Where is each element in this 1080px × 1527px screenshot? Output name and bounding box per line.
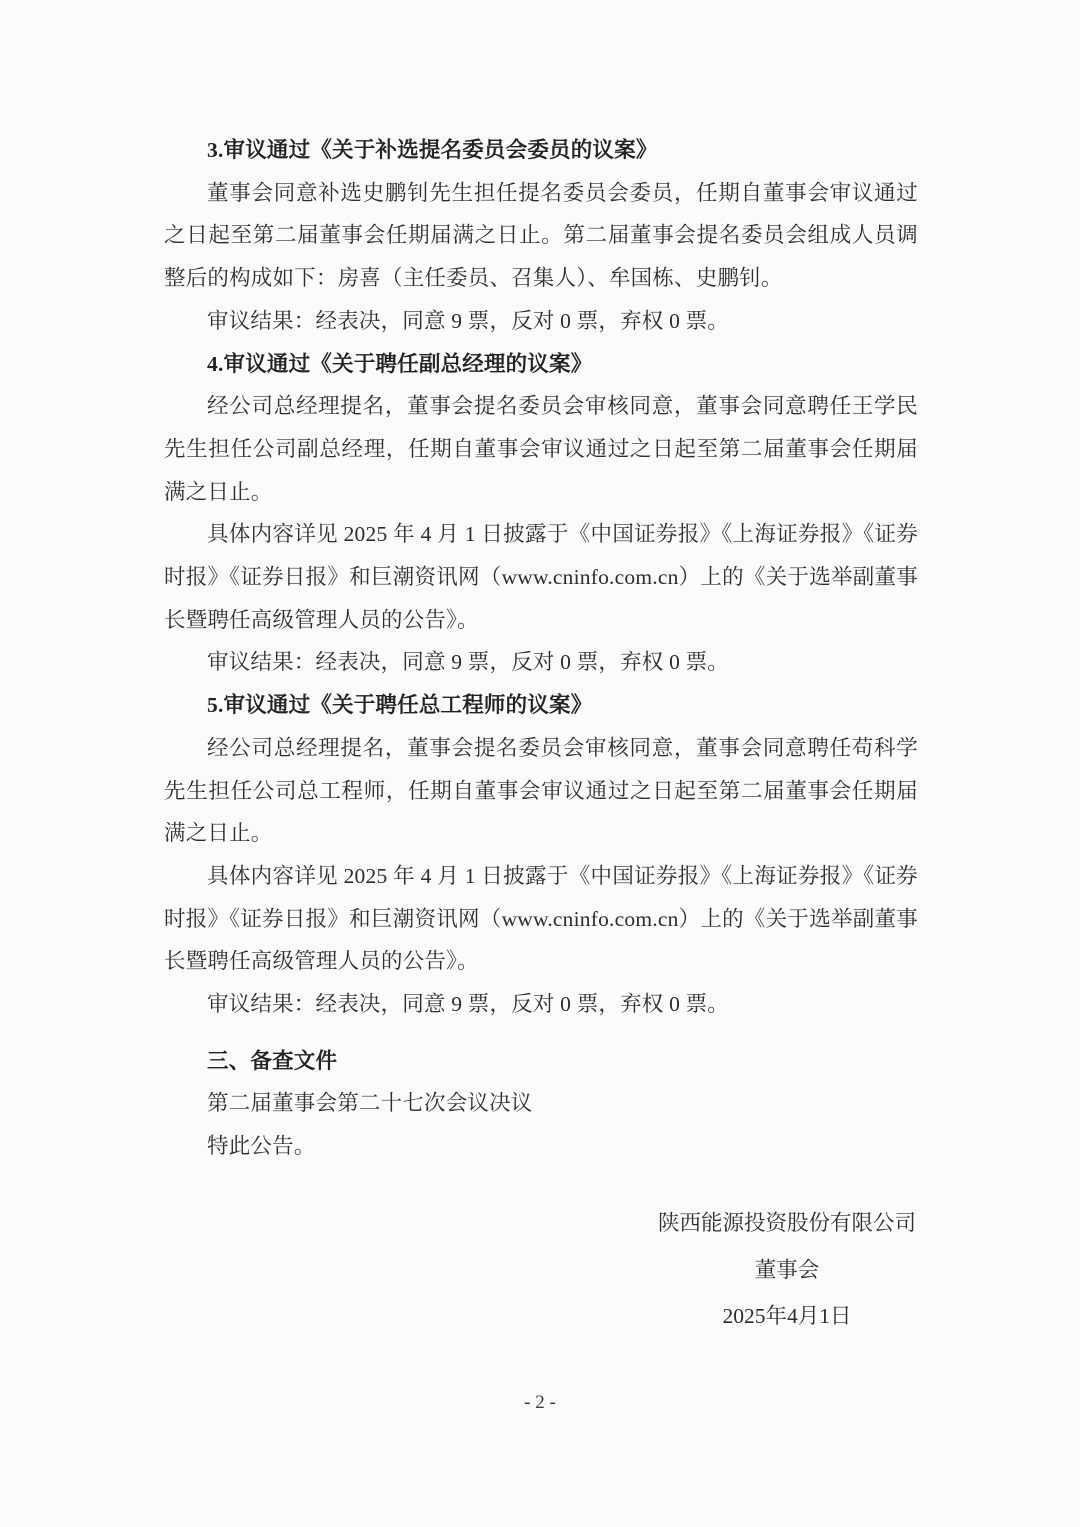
item-3-vote-result: 审议结果：经表决，同意 9 票，反对 0 票，弃权 0 票。 (207, 308, 730, 333)
document-body (164, 129, 918, 1168)
item-5-vote-result: 审议结果：经表决，同意 9 票，反对 0 票，弃权 0 票。 (207, 992, 730, 1017)
page-number: - 2 - (524, 1392, 556, 1413)
item-4-vote-result: 审议结果：经表决，同意 9 票，反对 0 票，弃权 0 票。 (207, 650, 730, 675)
section-3-heading: 三、备查文件 (207, 1048, 338, 1073)
item-4-heading: 4.审议通过《关于聘任副总经理的议案》 (207, 351, 593, 376)
announcement-closing-line: 特此公告。 (207, 1134, 316, 1159)
item-3-paragraph: 董事会同意补选史鹏钊先生担任提名委员会委员，任期自董事会审议通过之日起至第二届董事会任期届满之日止。第二届董事会提名委员会组成人员调整后的构成如下：房喜（主任委员、召集人）、牟国栋、史鹏钊。 (164, 180, 918, 291)
item-5-disclosure-paragraph: 具体内容详见 2025 年 4 月 1 日披露于《中国证券报》《上海证券报》《证券时报》《证券日报》和巨潮资讯网（www.cninfo.com.cn）上的《关于选举副董事长暨聘任高级管理人员的公告》。 (164, 863, 918, 974)
signature-block (655, 1200, 919, 1340)
signature-date: 2025年4月1日 (722, 1304, 852, 1328)
item-5-heading: 5.审议通过《关于聘任总工程师的议案》 (207, 693, 593, 718)
item-5-paragraph: 经公司总经理提名，董事会提名委员会审核同意，董事会同意聘任苟科学先生担任公司总工程师，任期自董事会审议通过之日起至第二届董事会任期届满之日止。 (164, 735, 918, 846)
company-name: 陕西能源投资股份有限公司 (657, 1211, 916, 1235)
item-4-paragraph: 经公司总经理提名，董事会提名委员会审核同意，董事会同意聘任王学民先生担任公司副总经理，任期自董事会审议通过之日起至第二届董事会任期届满之日止。 (164, 394, 918, 504)
reference-document-line: 第二届董事会第二十七次会议决议 (207, 1091, 533, 1116)
item-3-heading: 3.审议通过《关于补选提名委员会委员的议案》 (207, 138, 658, 162)
item-4-disclosure-paragraph: 具体内容详见 2025 年 4 月 1 日披露于《中国证券报》《上海证券报》《证券时报》《证券日报》和巨潮资讯网（www.cninfo.com.cn）上的《关于选举副董事长暨聘任高级管理人员的公告》。 (164, 522, 918, 632)
board-name: 董事会 (754, 1257, 820, 1282)
